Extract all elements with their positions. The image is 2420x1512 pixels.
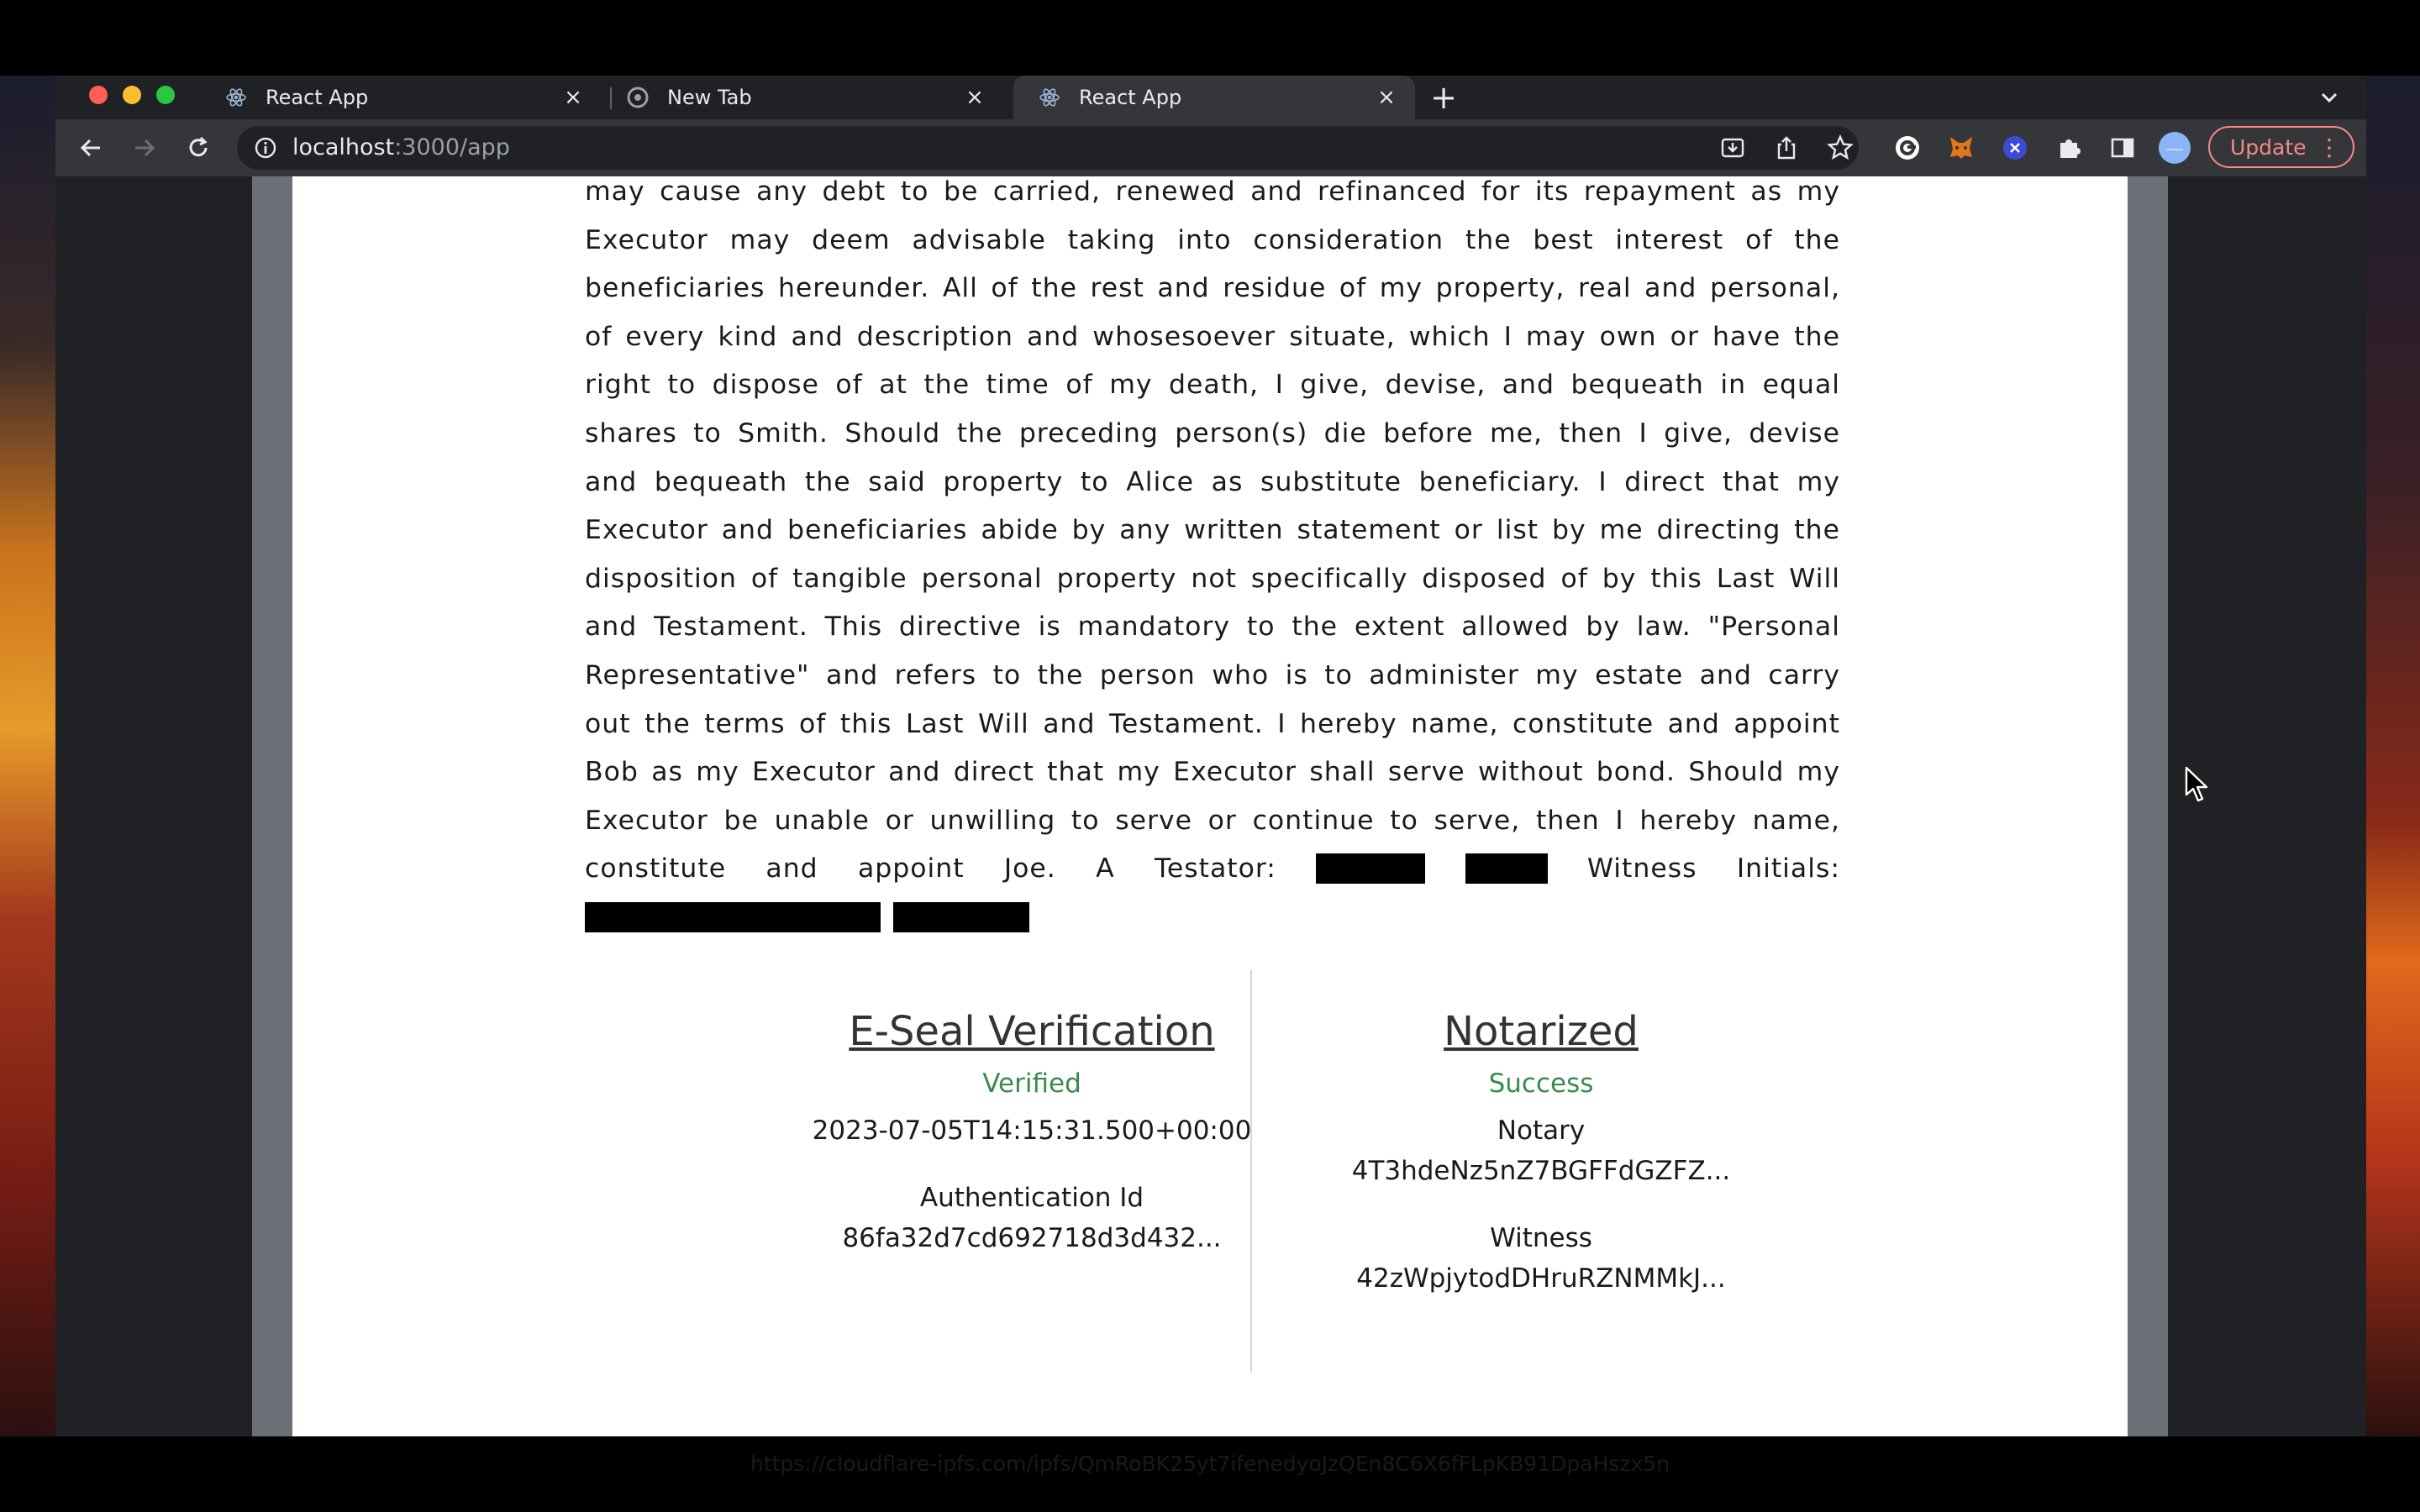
address-bar[interactable] — [237, 126, 1859, 170]
notarized-status: Success — [1488, 1068, 1594, 1099]
chrome-logo-icon — [627, 87, 649, 108]
extensions-puzzle-icon[interactable] — [2052, 131, 2086, 165]
share-icon[interactable] — [1770, 131, 1803, 165]
url-host: localhost — [292, 134, 395, 160]
tab-new-tab[interactable] — [602, 76, 1003, 119]
eseal-status: Verified — [982, 1068, 1081, 1099]
notary-id-value: 4T3hdeNz5nZ7BGFFdGZFZ... — [1351, 1156, 1731, 1186]
tab-label: New Tab — [667, 86, 752, 109]
notarized-section — [1272, 1008, 1810, 1299]
minimize-window-button[interactable] — [123, 86, 141, 104]
tab-search-chevron-icon[interactable] — [2316, 84, 2343, 111]
redacted-block — [893, 902, 1029, 932]
notary-label: Notary — [1497, 1116, 1586, 1146]
more-menu-icon[interactable]: ⋮ — [2317, 134, 2341, 161]
update-button[interactable] — [2208, 126, 2354, 168]
back-arrow-icon[interactable] — [72, 129, 109, 166]
bookmark-star-icon[interactable] — [1823, 131, 1857, 165]
url-path: :3000/app — [394, 134, 510, 160]
forward-arrow-icon[interactable] — [126, 129, 163, 166]
tab-close-icon[interactable]: × — [1377, 85, 1396, 110]
witness-id-value: 42zWpjytodDHruRZNMMkJ... — [1356, 1263, 1726, 1294]
extension-g-icon[interactable] — [1891, 131, 1924, 165]
will-body-text — [585, 168, 1840, 942]
maximize-window-button[interactable] — [156, 86, 175, 104]
redacted-block — [1316, 853, 1425, 884]
page-gutter-left — [252, 176, 292, 1436]
update-label: Update — [2230, 134, 2307, 160]
will-document — [292, 176, 2128, 1476]
notarized-title: Notarized — [1444, 1008, 1639, 1055]
eseal-verification-section — [763, 1008, 1301, 1258]
close-window-button[interactable] — [89, 86, 108, 104]
tab-label: React App — [1079, 86, 1182, 109]
tab-react-app-2-active[interactable] — [1013, 76, 1415, 119]
side-panel-icon[interactable] — [2106, 131, 2139, 165]
site-info-icon[interactable] — [254, 136, 277, 163]
will-paragraph: may cause any debt to be carried, renewed and refinanced for its repayment as my Executor may deem advisable taking into consideration the best interest of the beneficiaries hereunder. All of the rest and residue of my property, real and personal, of every kind and description and whosesoever situate, which I may own or have the right to dispose of at the time of my death, I give, devise, and bequeath in equal shares to Smith. Should the preceding person(s) die before me, then I give, devise and bequeath the said property to Alice as substitute beneficiary. I direct that my Executor and beneficiaries abide by any written statement or list by me directing the disposition of tangible personal property not specifically disposed of by this Last Will and Testament. This directive is mandatory to the extent allowed by law. "Personal Representative" and refers to the person who is to administer my estate and carry out the terms of this Last Will and Testament. I hereby name, constitute and appoint Bob as my Executor and direct that my Executor shall serve without bond. Should my Executor be unable or unwilling to serve or continue to serve, then I hereby name, constitute and appoint Joe. A — [585, 176, 1840, 885]
page-viewport — [55, 176, 2366, 1476]
browser-window — [55, 76, 2366, 1476]
tab-strip — [55, 76, 2366, 119]
extension-x-icon[interactable] — [1998, 131, 2032, 165]
url-text — [292, 134, 510, 160]
desktop-wallpaper-right — [2366, 76, 2420, 1436]
auth-id-value: 86fa32d7cd692718d3d432... — [842, 1223, 1222, 1253]
reload-icon[interactable] — [180, 129, 217, 166]
ipfs-url-link[interactable]: https://cloudflare-ipfs.com/ipfs/QmRoBK25yt7ifenedyoJzQEn8C6X6fFLpKB91DpaHszx5n — [750, 1452, 1670, 1476]
new-tab-plus-icon[interactable]: + — [1430, 79, 1457, 116]
tab-close-icon[interactable]: × — [564, 85, 582, 110]
auth-id-label: Authentication Id — [919, 1183, 1144, 1213]
mouse-cursor-icon — [2185, 766, 2210, 806]
testator-label: Testator: — [1154, 853, 1276, 885]
tab-label: React App — [266, 86, 369, 109]
react-logo-icon — [1039, 87, 1060, 108]
metamask-fox-icon[interactable] — [1944, 131, 1978, 165]
eseal-title: E-Seal Verification — [849, 1008, 1215, 1055]
tab-react-app-1[interactable] — [200, 76, 602, 119]
profile-avatar[interactable] — [2158, 131, 2191, 165]
witness-initials-label: Witness Initials: — [1586, 853, 1841, 885]
tab-close-icon[interactable]: × — [965, 85, 984, 110]
desktop-wallpaper-left — [0, 76, 55, 1436]
page-gutter-right — [2128, 176, 2168, 1436]
redacted-block — [1465, 853, 1548, 884]
eseal-timestamp: 2023-07-05T14:15:31.500+00:00 — [812, 1116, 1252, 1146]
witness-label: Witness — [1490, 1223, 1592, 1253]
redacted-block — [585, 902, 881, 932]
install-app-icon[interactable] — [1716, 131, 1749, 165]
react-logo-icon — [225, 87, 247, 108]
